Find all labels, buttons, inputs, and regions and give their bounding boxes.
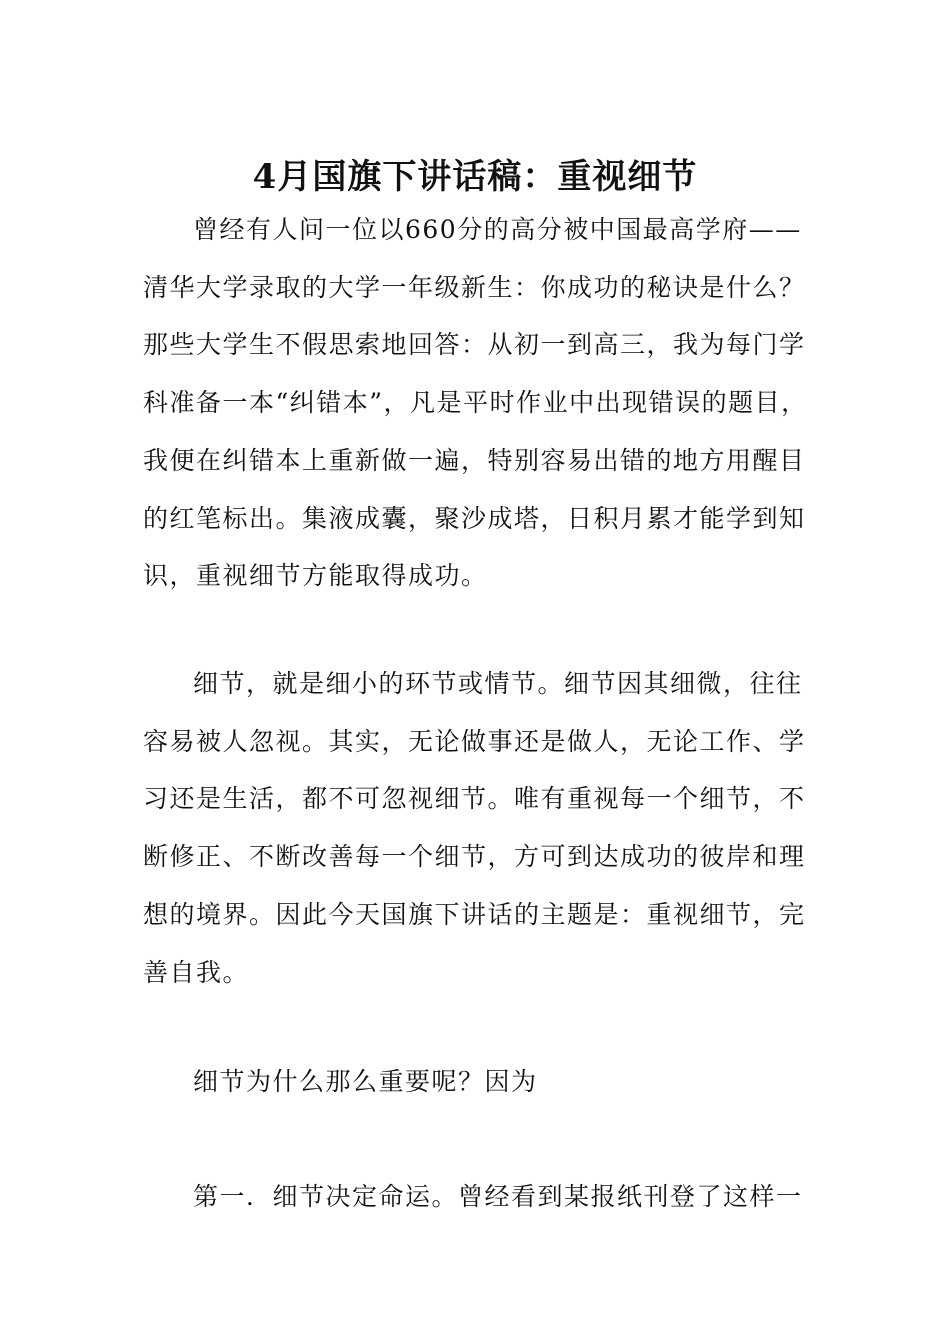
document-title: 4月国旗下讲话稿：重视细节: [252, 156, 698, 197]
paragraph-3: 细节为什么那么重要呢？因为: [193, 1067, 538, 1096]
paragraph-1: 曾经有人问一位以660分的高分被中国最高学府——清华大学录取的大学一年级新生：你成功的秘诀是什么？那些大学生不假思索地回答：从初一到高三，我为每门学科准备一本“纠错本”，凡是平时作业中出现错误的题目，我便在纠错本上重新做一遍，特别容易出错的地方用醒目的红笔标出。集液成囊，聚沙成塔，日积月累才能学到知识，重视细节方能取得成功。: [143, 215, 808, 591]
paragraph-2: 细节，就是细小的环节或情节。细节因其细微，往往容易被人忽视。其实，无论做事还是做人，无论工作、学习还是生活，都不可忽视细节。唯有重视每一个细节，不断修正、不断改善每一个细节，方可到达成功的彼岸和理想的境界。因此今天国旗下讲话的主题是：重视细节，完善自我。: [143, 669, 806, 987]
paragraph-4: 第一．细节决定命运。曾经看到某报纸刊登了这样一: [193, 1182, 803, 1211]
